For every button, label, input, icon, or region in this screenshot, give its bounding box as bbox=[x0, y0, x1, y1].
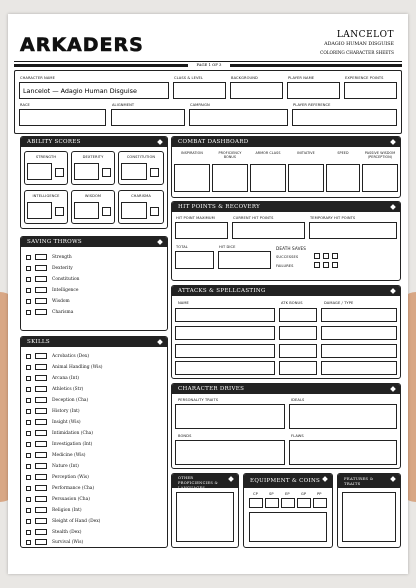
hit-dice-total-label: TOTAL bbox=[176, 245, 188, 249]
experience-label: EXPERIENCE POINTS bbox=[345, 76, 384, 80]
features-field[interactable] bbox=[342, 492, 396, 542]
coin-gp-label: GP bbox=[301, 492, 307, 496]
skill-label: Acrobatics (Dex) bbox=[52, 353, 90, 359]
skill-label: Stealth (Dex) bbox=[52, 529, 82, 535]
successes-label: SUCCESSES bbox=[276, 255, 299, 259]
coin-cp-field[interactable] bbox=[249, 498, 263, 508]
skill-label: Persuasion (Cha) bbox=[52, 496, 90, 502]
save-value[interactable] bbox=[35, 276, 47, 282]
save-checkbox[interactable] bbox=[26, 310, 31, 315]
skill-value[interactable] bbox=[35, 518, 47, 524]
coin-pp-field[interactable] bbox=[313, 498, 327, 508]
skill-label: History (Int) bbox=[52, 408, 80, 414]
race-field[interactable] bbox=[19, 109, 106, 126]
hp-max-label: HIT POINT MAXIMUM bbox=[176, 216, 215, 220]
coin-ep-field[interactable] bbox=[281, 498, 295, 508]
skill-checkbox[interactable] bbox=[26, 387, 31, 392]
failure-box-3[interactable] bbox=[332, 262, 338, 268]
hit-points-header: HIT POINTS & RECOVERY bbox=[172, 202, 400, 212]
character-drives-header: CHARACTER DRIVES bbox=[172, 384, 400, 394]
charisma-score[interactable] bbox=[121, 202, 147, 219]
skill-label: Intimidation (Cha) bbox=[52, 430, 93, 436]
skill-row[interactable] bbox=[26, 441, 92, 447]
save-value[interactable] bbox=[35, 309, 47, 315]
skill-row[interactable] bbox=[26, 419, 81, 425]
save-label: Dexterity bbox=[52, 265, 73, 271]
skill-value[interactable] bbox=[35, 353, 47, 359]
save-dexterity[interactable] bbox=[26, 265, 73, 271]
dexterity-score[interactable] bbox=[74, 163, 99, 180]
strength-label: STRENGTH bbox=[35, 155, 57, 159]
skill-checkbox[interactable] bbox=[26, 519, 31, 524]
save-charisma[interactable] bbox=[26, 309, 73, 315]
skill-checkbox[interactable] bbox=[26, 486, 31, 491]
personality-traits-label: PERSONALITY TRAITS bbox=[178, 398, 219, 402]
skill-value[interactable] bbox=[35, 441, 47, 447]
skill-row[interactable] bbox=[26, 430, 93, 436]
skill-row[interactable] bbox=[26, 386, 83, 392]
skill-checkbox[interactable] bbox=[26, 354, 31, 359]
wisdom-mod[interactable] bbox=[102, 207, 111, 216]
hp-temp-label: TEMPORARY HIT POINTS bbox=[310, 216, 356, 220]
speed-field[interactable] bbox=[326, 164, 360, 192]
intelligence-score[interactable] bbox=[27, 202, 52, 219]
skill-value[interactable] bbox=[35, 452, 47, 458]
skill-row[interactable] bbox=[26, 529, 81, 535]
ideals-field[interactable] bbox=[289, 404, 397, 429]
attack-bonus-3[interactable] bbox=[279, 344, 317, 358]
save-checkbox[interactable] bbox=[26, 299, 31, 304]
attack-bonus-4[interactable] bbox=[279, 361, 317, 375]
attack-bonus-2[interactable] bbox=[279, 326, 317, 340]
skill-label: Religion (Int) bbox=[52, 507, 82, 513]
constitution-score[interactable] bbox=[121, 163, 147, 180]
success-box-1[interactable] bbox=[314, 253, 320, 259]
hp-max-field[interactable] bbox=[175, 222, 228, 239]
attack-damage-1[interactable] bbox=[321, 308, 397, 322]
skill-label: Animal Handling (Wis) bbox=[52, 364, 103, 370]
skill-label: Athletics (Str) bbox=[52, 386, 84, 392]
skill-value[interactable] bbox=[35, 485, 47, 491]
logo: ARKADERS bbox=[20, 34, 144, 56]
background-field[interactable] bbox=[230, 82, 283, 99]
experience-field[interactable] bbox=[344, 82, 397, 99]
character-name-label: CHARACTER NAME bbox=[20, 76, 55, 80]
skill-checkbox[interactable] bbox=[26, 409, 31, 414]
hit-dice-label: HIT DICE bbox=[219, 245, 236, 249]
player-name-field[interactable] bbox=[287, 82, 340, 99]
attack-name-1[interactable] bbox=[175, 308, 275, 322]
skill-label: Sleight of Hand (Dex) bbox=[52, 518, 101, 524]
skill-label: Medicine (Wis) bbox=[52, 452, 86, 458]
saving-throws-header: SAVING THROWS bbox=[21, 237, 167, 247]
coin-sp-field[interactable] bbox=[265, 498, 279, 508]
attack-name-4[interactable] bbox=[175, 361, 275, 375]
coin-cp-label: CP bbox=[253, 492, 258, 496]
page-indicator: PAGE 1 OF 3 bbox=[196, 62, 222, 67]
save-checkbox[interactable] bbox=[26, 255, 31, 260]
success-box-2[interactable] bbox=[323, 253, 329, 259]
skill-label: Survival (Wis) bbox=[52, 539, 84, 545]
combat-dashboard-header: COMBAT DASHBOARD bbox=[172, 137, 400, 147]
personality-traits-field[interactable] bbox=[175, 404, 285, 429]
hp-temp-field[interactable] bbox=[309, 222, 397, 239]
bonds-field[interactable] bbox=[175, 440, 285, 465]
strength-score[interactable] bbox=[27, 163, 52, 180]
intelligence-label: INTELLIGENCE bbox=[32, 194, 60, 198]
attack-name-3[interactable] bbox=[175, 344, 275, 358]
skill-checkbox[interactable] bbox=[26, 540, 31, 545]
skill-value[interactable] bbox=[35, 463, 47, 469]
class-level-label: CLASS & LEVEL bbox=[174, 76, 204, 80]
equipment-field[interactable] bbox=[249, 512, 327, 542]
save-label: Constitution bbox=[52, 276, 80, 282]
coin-gp-field[interactable] bbox=[297, 498, 311, 508]
failure-box-1[interactable] bbox=[314, 262, 320, 268]
character-name-field[interactable]: Lancelot — Adagio Human Disguise bbox=[19, 82, 169, 99]
skills-header: SKILLS bbox=[21, 337, 167, 347]
constitution-label: CONSTITUTION bbox=[126, 155, 156, 159]
flaws-label: FLAWS bbox=[291, 434, 304, 438]
skill-label: Nature (Int) bbox=[52, 463, 79, 469]
skill-value[interactable] bbox=[35, 364, 47, 370]
save-checkbox[interactable] bbox=[26, 277, 31, 282]
skill-row[interactable] bbox=[26, 452, 86, 458]
page-bar-right bbox=[230, 64, 402, 67]
save-constitution[interactable] bbox=[26, 276, 79, 282]
skill-checkbox[interactable] bbox=[26, 398, 31, 403]
save-checkbox[interactable] bbox=[26, 266, 31, 271]
skill-checkbox[interactable] bbox=[26, 442, 31, 447]
skill-row[interactable] bbox=[26, 518, 100, 524]
constitution-mod[interactable] bbox=[150, 168, 159, 177]
attack-bonus-label: ATK BONUS bbox=[281, 301, 303, 305]
skill-value[interactable] bbox=[35, 375, 47, 381]
skill-checkbox[interactable] bbox=[26, 376, 31, 381]
attack-damage-label: DAMAGE / TYPE bbox=[324, 301, 354, 305]
skill-row[interactable] bbox=[26, 408, 80, 414]
character-title: LANCELOT bbox=[336, 30, 394, 40]
death-saves-label: DEATH SAVES bbox=[276, 246, 307, 251]
skill-value[interactable] bbox=[35, 419, 47, 425]
player-reference-field[interactable] bbox=[292, 109, 397, 126]
save-intelligence[interactable] bbox=[26, 287, 78, 293]
alignment-label: ALIGNMENT bbox=[112, 103, 135, 107]
character-subtitle: ADAGIO HUMAN DISGUISE bbox=[324, 42, 394, 47]
ideals-label: IDEALS bbox=[291, 398, 305, 402]
skill-value[interactable] bbox=[35, 397, 47, 403]
wisdom-label: WISDOM bbox=[84, 194, 102, 198]
save-wisdom[interactable] bbox=[26, 298, 70, 304]
race-label: RACE bbox=[20, 103, 30, 107]
skill-checkbox[interactable] bbox=[26, 365, 31, 370]
save-value[interactable] bbox=[35, 265, 47, 271]
background-label: BACKGROUND bbox=[231, 76, 258, 80]
skill-row[interactable] bbox=[26, 474, 89, 480]
skill-value[interactable] bbox=[35, 430, 47, 436]
skill-label: Performance (Cha) bbox=[52, 485, 95, 491]
attack-bonus-1[interactable] bbox=[279, 308, 317, 322]
player-reference-label: PLAYER REFERENCE bbox=[293, 103, 331, 107]
skill-value[interactable] bbox=[35, 474, 47, 480]
other-proficiencies-field[interactable] bbox=[176, 492, 234, 542]
save-label: Charisma bbox=[52, 309, 74, 315]
inspiration-field[interactable] bbox=[174, 164, 210, 192]
skill-label: Deception (Cha) bbox=[52, 397, 89, 403]
proficiency-field[interactable] bbox=[212, 164, 248, 192]
attack-name-label: NAME bbox=[178, 301, 189, 305]
skill-checkbox[interactable] bbox=[26, 464, 31, 469]
skill-checkbox[interactable] bbox=[26, 420, 31, 425]
save-value[interactable] bbox=[35, 287, 47, 293]
hp-current-field[interactable] bbox=[232, 222, 305, 239]
charisma-label: CHARISMA bbox=[131, 194, 151, 198]
initiative-field[interactable] bbox=[288, 164, 324, 192]
skill-row[interactable] bbox=[26, 539, 83, 545]
armor-class-label: ARMOR CLASS bbox=[255, 151, 281, 155]
success-box-3[interactable] bbox=[332, 253, 338, 259]
hit-dice-total-field[interactable] bbox=[175, 251, 214, 269]
other-proficiencies-header: OTHER PROFICIENCIES & LANGUAGES bbox=[172, 474, 238, 488]
passive-wisdom-field[interactable] bbox=[362, 164, 398, 192]
skill-label: Insight (Wis) bbox=[52, 419, 81, 425]
skill-row[interactable] bbox=[26, 353, 89, 359]
initiative-label: INITIATIVE bbox=[297, 151, 315, 155]
save-label: Strength bbox=[52, 254, 72, 260]
skill-checkbox[interactable] bbox=[26, 453, 31, 458]
campaign-field[interactable] bbox=[189, 109, 288, 126]
coin-ep-label: EP bbox=[285, 492, 290, 496]
skill-label: Arcana (Int) bbox=[52, 375, 79, 381]
skill-row[interactable] bbox=[26, 375, 79, 381]
dexterity-mod[interactable] bbox=[102, 168, 111, 177]
skill-row[interactable] bbox=[26, 485, 94, 491]
skill-row[interactable] bbox=[26, 463, 79, 469]
save-strength[interactable] bbox=[26, 254, 72, 260]
skill-row[interactable] bbox=[26, 496, 90, 502]
player-name-label: PLAYER NAME bbox=[288, 76, 315, 80]
intelligence-mod[interactable] bbox=[55, 207, 64, 216]
failure-box-2[interactable] bbox=[323, 262, 329, 268]
bonds-label: BONDS bbox=[178, 434, 192, 438]
campaign-label: CAMPAIGN bbox=[190, 103, 210, 107]
attack-damage-3[interactable] bbox=[321, 344, 397, 358]
character-subtitle-2: COLORING CHARACTER SHEETS bbox=[320, 50, 394, 55]
save-value[interactable] bbox=[35, 254, 47, 260]
alignment-field[interactable] bbox=[111, 109, 185, 126]
dexterity-label: DEXTERITY bbox=[82, 155, 104, 159]
armor-class-field[interactable] bbox=[250, 164, 286, 192]
page-bar-left bbox=[14, 64, 188, 67]
hit-dice-field[interactable] bbox=[218, 251, 271, 269]
skill-checkbox[interactable] bbox=[26, 497, 31, 502]
proficiency-label: PROFICIENCY BONUS bbox=[218, 151, 242, 159]
skill-value[interactable] bbox=[35, 386, 47, 392]
inspiration-label: INSPIRATION bbox=[181, 151, 203, 155]
saving-throws-panel bbox=[20, 236, 168, 331]
save-checkbox[interactable] bbox=[26, 288, 31, 293]
failures-label: FAILURES bbox=[276, 264, 294, 268]
skill-value[interactable] bbox=[35, 408, 47, 414]
skill-checkbox[interactable] bbox=[26, 475, 31, 480]
attack-damage-4[interactable] bbox=[321, 361, 397, 375]
ability-scores-header: ABILITY SCORES bbox=[21, 137, 167, 147]
skill-value[interactable] bbox=[35, 496, 47, 502]
flaws-field[interactable] bbox=[289, 440, 397, 465]
attack-name-2[interactable] bbox=[175, 326, 275, 340]
skill-checkbox[interactable] bbox=[26, 530, 31, 535]
equipment-header: EQUIPMENT & COINS bbox=[244, 474, 332, 488]
features-header: FEATURES & TRAITS bbox=[338, 474, 400, 488]
skill-value[interactable] bbox=[35, 529, 47, 535]
skill-label: Perception (Wis) bbox=[52, 474, 89, 480]
strength-mod[interactable] bbox=[55, 168, 64, 177]
attacks-header: ATTACKS & SPELLCASTING bbox=[172, 286, 400, 296]
skill-row[interactable] bbox=[26, 507, 82, 513]
skill-value[interactable] bbox=[35, 507, 47, 513]
skill-label: Investigation (Int) bbox=[52, 441, 93, 447]
skill-row[interactable] bbox=[26, 397, 88, 403]
speed-label: SPEED bbox=[337, 151, 349, 155]
save-value[interactable] bbox=[35, 298, 47, 304]
save-label: Wisdom bbox=[52, 298, 70, 304]
attack-damage-2[interactable] bbox=[321, 326, 397, 340]
hit-points-panel bbox=[171, 201, 401, 281]
coin-sp-label: SP bbox=[269, 492, 274, 496]
passive-wisdom-label: PASSIVE WISDOM (PERCEPTION) bbox=[364, 151, 396, 159]
class-level-field[interactable] bbox=[173, 82, 226, 99]
skill-checkbox[interactable] bbox=[26, 431, 31, 436]
charisma-mod[interactable] bbox=[150, 207, 159, 216]
skill-value[interactable] bbox=[35, 539, 47, 545]
coin-pp-label: PP bbox=[317, 492, 322, 496]
hp-current-label: CURRENT HIT POINTS bbox=[233, 216, 274, 220]
save-label: Intelligence bbox=[52, 287, 79, 293]
skill-checkbox[interactable] bbox=[26, 508, 31, 513]
wisdom-score[interactable] bbox=[74, 202, 99, 219]
skill-row[interactable] bbox=[26, 364, 102, 370]
character-sheet bbox=[8, 14, 408, 574]
